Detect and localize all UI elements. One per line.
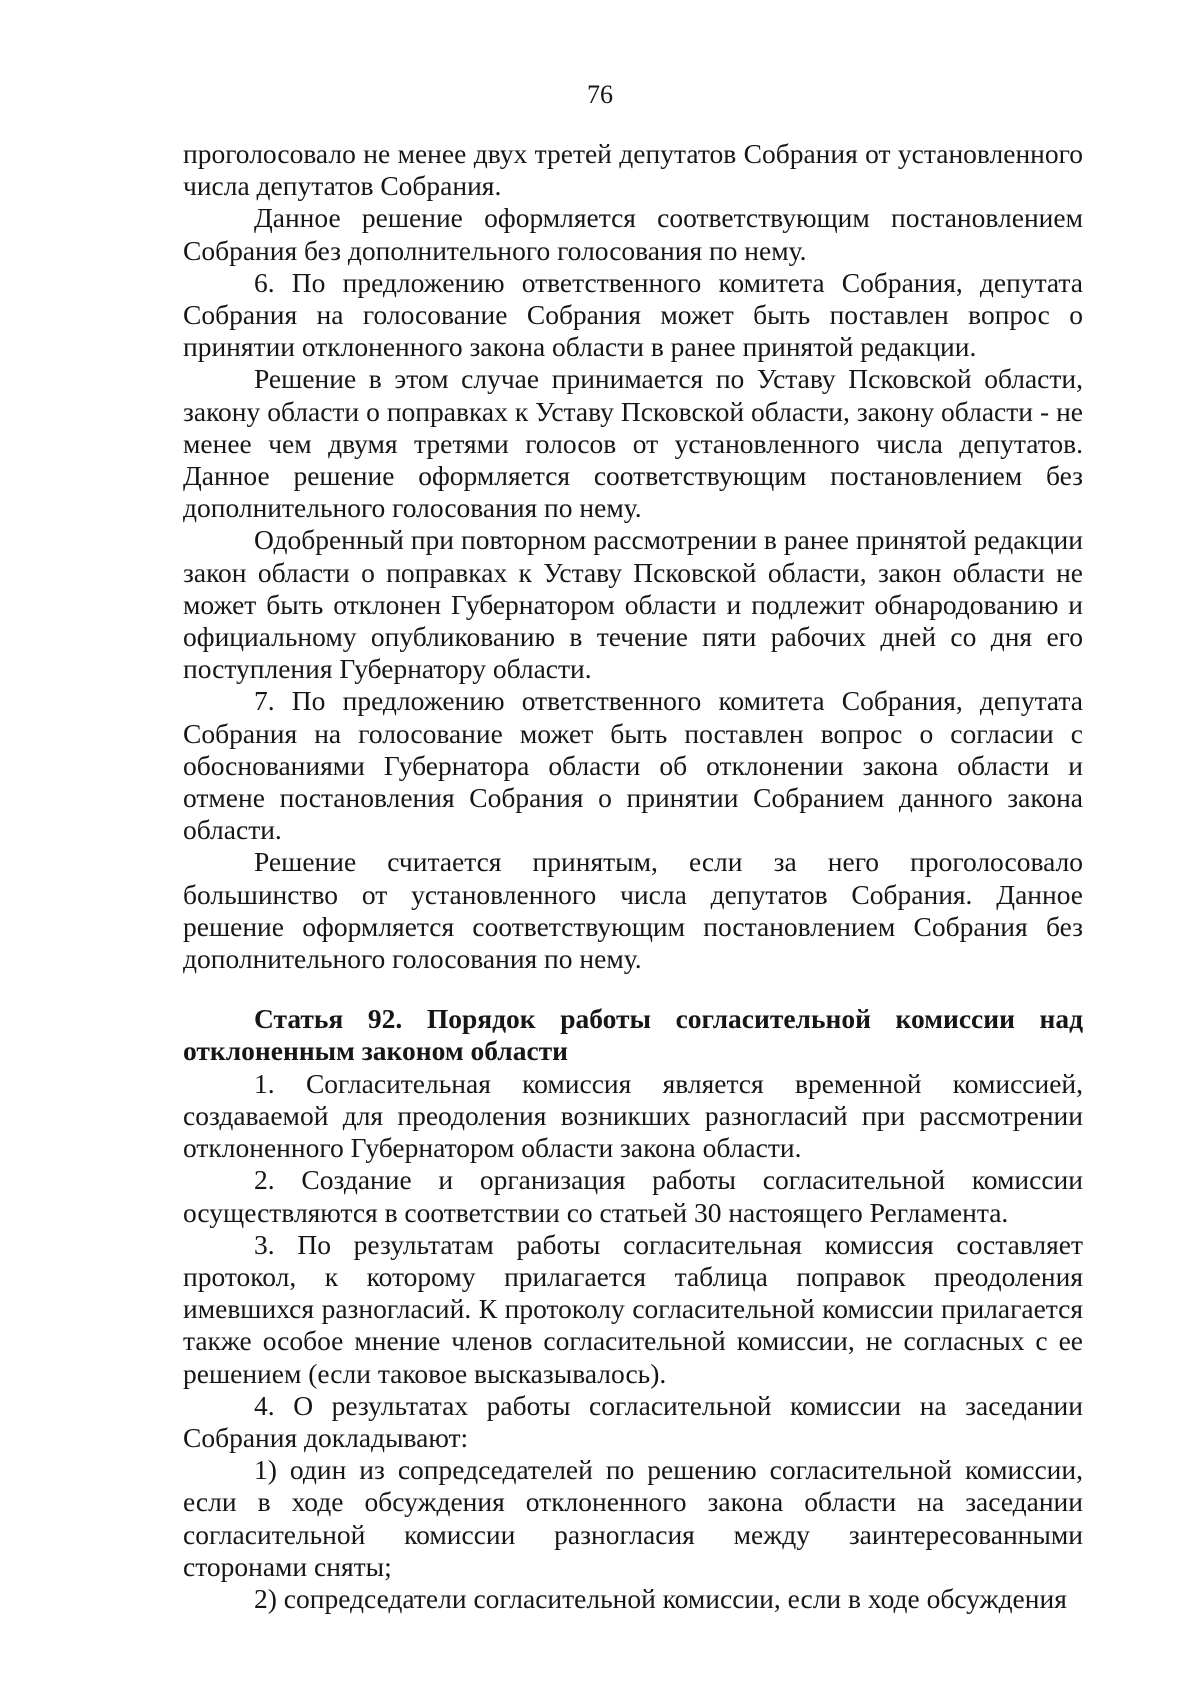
paragraph: 2) сопредседатели согласительной комиссии, если в ходе обсуждения <box>254 1582 1067 1614</box>
paragraph: 2. Создание и организация работы согласительной комиссии осуществляются в соответствии со статьей 30 настоящего Регламента. <box>183 1164 1083 1228</box>
document-body <box>183 138 1083 1615</box>
paragraph: 6. По предложению ответственного комитета Собрания, депутата Собрания на голосование Собрания может быть поставлен вопрос о принятии отклоненного закона области в ранее принятой редакции. <box>183 266 1083 363</box>
paragraph: Одобренный при повторном рассмотрении в ранее принятой редакции закон области о поправках к Уставу Псковской области, закон области не может быть отклонен Губернатором области и подлежит обнародованию и официальному опубликованию в течение пяти рабочих дней со дня его поступления Губернатору области. <box>183 524 1083 685</box>
paragraph: проголосовало не менее двух третей депутатов Собрания от установленного числа депутатов Собрания. <box>183 138 1083 202</box>
paragraph: 7. По предложению ответственного комитета Собрания, депутата Собрания на голосование может быть поставлен вопрос о согласии с обоснованиями Губернатора области об отклонении закона области и отмене постановления Собрания о принятии Собранием данного закона области. <box>183 685 1083 846</box>
page-number: 76 <box>587 80 613 109</box>
article-heading: Статья 92. Порядок работы согласительной комиссии над отклоненным законом области <box>183 1003 1083 1067</box>
paragraph: Данное решение оформляется соответствующим постановлением Собрания без дополнительного голосования по нему. <box>183 202 1083 266</box>
paragraph: 4. О результатах работы согласительной комиссии на заседании Собрания докладывают: <box>183 1389 1083 1453</box>
paragraph: 1. Согласительная комиссия является временной комиссией, создаваемой для преодоления возникших разногласий при рассмотрении отклоненного Губернатором области закона области. <box>183 1067 1083 1164</box>
paragraph: 3. По результатам работы согласительная комиссия составляет протокол, к которому прилагается таблица поправок преодоления имевшихся разногласий. К протоколу согласительной комиссии прилагается также особое мнение членов согласительной комиссии, не согласных с ее решением (если таковое высказывалось). <box>183 1228 1083 1389</box>
paragraph: Решение в этом случае принимается по Уставу Псковской области, закону области о поправках к Уставу Псковской области, закону области - не менее чем двумя третями голосов от установленного числа депутатов. Данное решение оформляется соответствующим постановлением без дополнительного голосования по нему. <box>183 363 1083 524</box>
paragraph: Решение считается принятым, если за него проголосовало большинство от установленного числа депутатов Собрания. Данное решение оформляется соответствующим постановлением Собрания без дополнительного голосования по нему. <box>183 846 1083 975</box>
paragraph: 1) один из сопредседателей по решению согласительной комиссии, если в ходе обсуждения отклоненного закона области на заседании согласительной комиссии разногласия между заинтересованными сторонами сняты; <box>183 1454 1083 1582</box>
